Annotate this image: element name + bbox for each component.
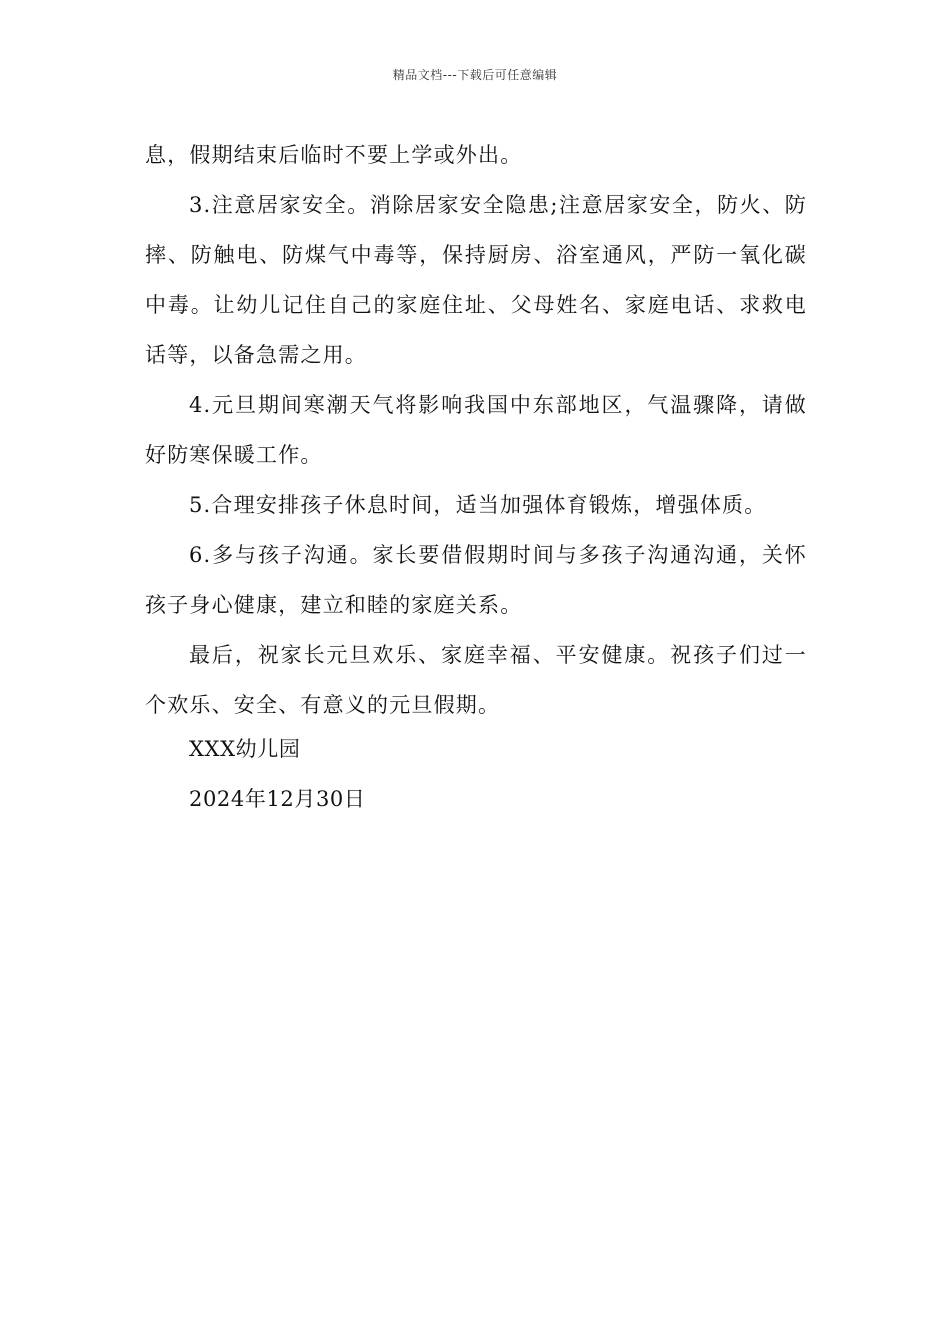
paragraph-item-5: 5.合理安排孩子休息时间，适当加强体育锻炼，增强体质。 [189, 493, 767, 517]
paragraph-continuation: 息，假期结束后临时不要上学或外出。 [145, 143, 523, 167]
paragraph-item-3: 3.注意居家安全。消除居家安全隐患;注意居家安全，防火、防摔、防触电、防煤气中毒等，保持厨房、浴室通风，严防一氧化碳中毒。让幼儿记住自己的家庭住址、父母姓名、家庭电话、求救电话等，以备急需之用。 [145, 193, 807, 367]
signature-date: 2024年12月30日 [189, 787, 366, 811]
paragraph-item-4: 4.元旦期间寒潮天气将影响我国中东部地区，气温骤降，请做好防寒保暖工作。 [145, 393, 807, 467]
paragraph-closing: 最后，祝家长元旦欢乐、家庭幸福、平安健康。祝孩子们过一个欢乐、安全、有意义的元旦假期。 [145, 643, 807, 717]
page-header: 精品文档---下载后可任意编辑 [392, 68, 558, 82]
paragraph-item-6: 6.多与孩子沟通。家长要借假期时间与多孩子沟通沟通，关怀孩子身心健康，建立和睦的家庭关系。 [145, 543, 807, 617]
signature-organization: XXX幼儿园 [189, 737, 301, 761]
document-body [145, 130, 807, 730]
